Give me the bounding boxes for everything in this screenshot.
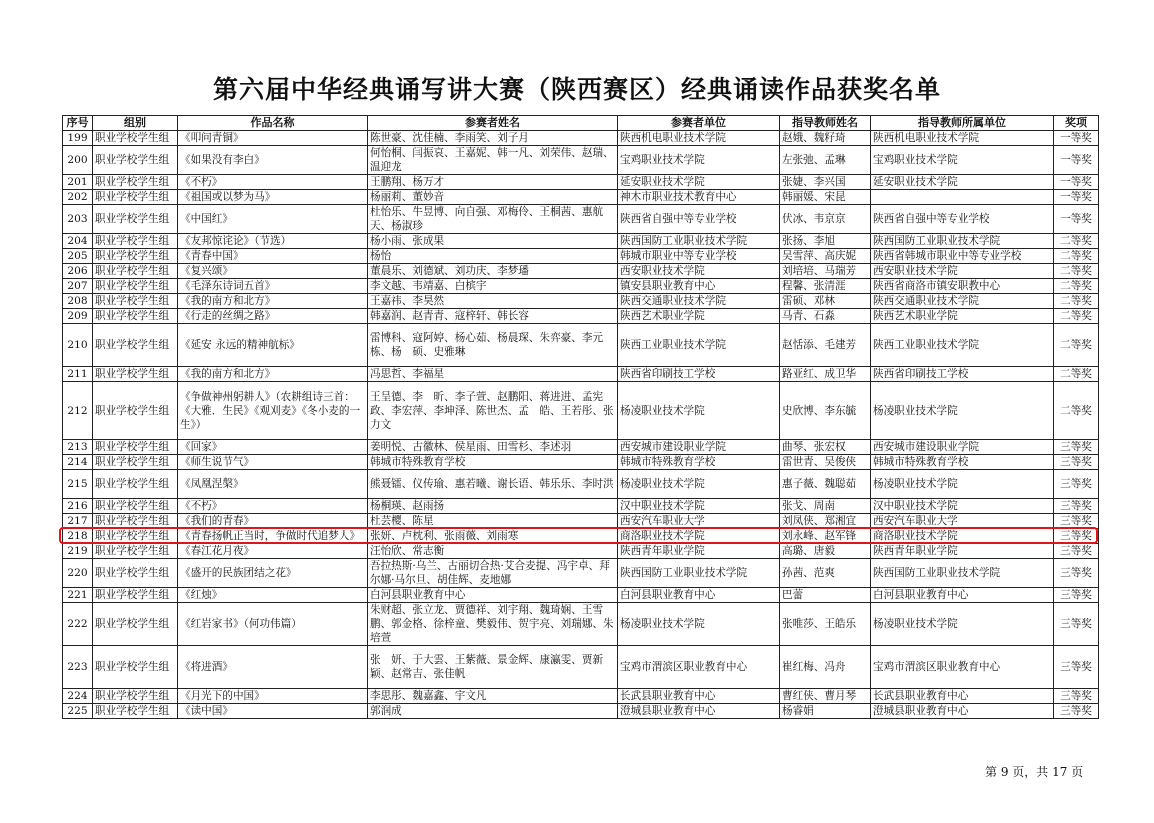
cell-teacher: 程馨、张清涯: [780, 279, 871, 294]
table-row: [63, 689, 1099, 704]
cell-work: 《我的南方和北方》: [178, 367, 368, 382]
cell-no: 222: [63, 603, 93, 646]
cell-names: 杨怡: [368, 249, 618, 264]
cell-names: 杜芸樱、陈星: [368, 514, 618, 529]
cell-group: 职业学校学生组: [93, 131, 178, 146]
cell-teacher-unit: 韩城市特殊教育学校: [871, 455, 1054, 470]
table-row: [63, 175, 1099, 190]
cell-award: 三等奖: [1054, 440, 1099, 455]
cell-teacher: 吴雪萍、高庆妮: [780, 249, 871, 264]
cell-teacher-unit: 陕西省印刷技工学校: [871, 367, 1054, 382]
cell-no: 201: [63, 175, 93, 190]
cell-award: 三等奖: [1054, 544, 1099, 559]
cell-teacher: 孙茜、范爽: [780, 559, 871, 588]
cell-names: 韩城市特殊教育学校: [368, 455, 618, 470]
cell-teacher: 张婕、李兴国: [780, 175, 871, 190]
cell-names: 朱财超、张立龙、贾德祥、刘宇翔、魏琦娴、王雪鹏、郭金格、徐梓童、樊毅伟、贺宇亮、刘瑞娜、朱培萱: [368, 603, 618, 646]
cell-work: 《我们的青春》: [178, 514, 368, 529]
cell-unit: 韩城市特殊教育学校: [618, 455, 780, 470]
cell-unit: 陕西省印刷技工学校: [618, 367, 780, 382]
award-table: [62, 115, 1099, 719]
cell-award: 三等奖: [1054, 499, 1099, 514]
cell-unit: 杨凌职业技术学院: [618, 382, 780, 440]
cell-work: 《祖国或以梦为马》: [178, 190, 368, 205]
table-row: [63, 234, 1099, 249]
cell-unit: 镇安县职业教育中心: [618, 279, 780, 294]
cell-teacher: 刘永峰、赵军锋: [780, 529, 871, 544]
cell-award: 一等奖: [1054, 175, 1099, 190]
cell-teacher: 张扬、李旭: [780, 234, 871, 249]
table-row: [63, 264, 1099, 279]
cell-unit: 西安汽车职业大学: [618, 514, 780, 529]
cell-award: 二等奖: [1054, 367, 1099, 382]
cell-teacher: 高璐、唐毅: [780, 544, 871, 559]
cell-unit: 延安职业技术学院: [618, 175, 780, 190]
cell-group: 职业学校学生组: [93, 294, 178, 309]
cell-unit: 陕西省自强中等专业学校: [618, 205, 780, 234]
cell-unit: 陕西艺术职业学院: [618, 309, 780, 324]
cell-names: 杨丽莉、董妙音: [368, 190, 618, 205]
header-teacher-unit: 指导教师所属单位: [871, 116, 1054, 131]
cell-work: 《红烛》: [178, 588, 368, 603]
cell-teacher: 崔红梅、冯舟: [780, 646, 871, 689]
cell-no: 210: [63, 324, 93, 367]
cell-work: 《争做神州躬耕人》（农耕组诗三首：《大雅．生民》《观刈麦》《冬小麦的一生》）: [178, 382, 368, 440]
cell-award: 二等奖: [1054, 382, 1099, 440]
cell-award: 二等奖: [1054, 234, 1099, 249]
cell-no: 204: [63, 234, 93, 249]
cell-no: 202: [63, 190, 93, 205]
cell-unit: 陕西青年职业学院: [618, 544, 780, 559]
cell-work: 《青春中国》: [178, 249, 368, 264]
cell-names: 熊聂镭、仪传瑜、惠若曦、谢长语、韩乐乐、李时洪: [368, 470, 618, 499]
cell-work: 《我的南方和北方》: [178, 294, 368, 309]
cell-no: 208: [63, 294, 93, 309]
cell-no: 207: [63, 279, 93, 294]
cell-unit: 韩城市职业中等专业学校: [618, 249, 780, 264]
cell-group: 职业学校学生组: [93, 646, 178, 689]
table-row: [63, 309, 1099, 324]
cell-work: 《春江花月夜》: [178, 544, 368, 559]
table-row: [63, 146, 1099, 175]
cell-unit: 杨凌职业技术学院: [618, 603, 780, 646]
cell-no: 215: [63, 470, 93, 499]
cell-no: 220: [63, 559, 93, 588]
cell-unit: 陕西工业职业技术学院: [618, 324, 780, 367]
table-row: [63, 455, 1099, 470]
cell-teacher: 韩丽媛、宋昆: [780, 190, 871, 205]
cell-unit: 白河县职业教育中心: [618, 588, 780, 603]
cell-unit: 陕西机电职业技术学院: [618, 131, 780, 146]
cell-teacher: 雷世青、吴俊侠: [780, 455, 871, 470]
cell-group: 职业学校学生组: [93, 264, 178, 279]
cell-group: 职业学校学生组: [93, 689, 178, 704]
cell-teacher: 左张弛、孟琳: [780, 146, 871, 175]
table-row: [63, 588, 1099, 603]
table-row: [63, 190, 1099, 205]
cell-teacher-unit: 汉中职业技术学院: [871, 499, 1054, 514]
cell-teacher-unit: 西安城市建设职业学院: [871, 440, 1054, 455]
cell-work: 《友邦惊诧论》（节选）: [178, 234, 368, 249]
cell-award: 三等奖: [1054, 514, 1099, 529]
cell-names: 韩嘉润、赵青青、寇梓轩、韩长容: [368, 309, 618, 324]
cell-group: 职业学校学生组: [93, 603, 178, 646]
table-row: [63, 544, 1099, 559]
cell-award: 二等奖: [1054, 294, 1099, 309]
cell-teacher-unit: 陕西机电职业技术学院: [871, 131, 1054, 146]
cell-group: 职业学校学生组: [93, 382, 178, 440]
cell-unit: 杨凌职业技术学院: [618, 470, 780, 499]
cell-group: 职业学校学生组: [93, 205, 178, 234]
cell-group: 职业学校学生组: [93, 175, 178, 190]
cell-unit: 西安城市建设职业学院: [618, 440, 780, 455]
cell-work: 《复兴颂》: [178, 264, 368, 279]
cell-teacher-unit: 白河县职业教育中心: [871, 588, 1054, 603]
cell-award: 三等奖: [1054, 529, 1099, 544]
cell-group: 职业学校学生组: [93, 588, 178, 603]
cell-work: 《凤凰涅槃》: [178, 470, 368, 499]
cell-teacher: 赵恬添、毛建芳: [780, 324, 871, 367]
cell-award: 二等奖: [1054, 264, 1099, 279]
cell-unit: 神木市职业技术教育中心: [618, 190, 780, 205]
table-row: [63, 294, 1099, 309]
cell-work: 《读中国》: [178, 704, 368, 719]
cell-unit: 西安职业技术学院: [618, 264, 780, 279]
table-row: [63, 324, 1099, 367]
cell-unit: 陕西国防工业职业技术学院: [618, 559, 780, 588]
cell-group: 职业学校学生组: [93, 470, 178, 499]
cell-no: 206: [63, 264, 93, 279]
cell-work: 《如果没有李白》: [178, 146, 368, 175]
table-row: [63, 205, 1099, 234]
cell-names: 李思彤、魏嘉鑫、宇文凡: [368, 689, 618, 704]
cell-award: 一等奖: [1054, 205, 1099, 234]
cell-work: 《月光下的中国》: [178, 689, 368, 704]
cell-unit: 长武县职业教育中心: [618, 689, 780, 704]
cell-award: 二等奖: [1054, 324, 1099, 367]
cell-award: 三等奖: [1054, 588, 1099, 603]
cell-teacher: 张戈、周南: [780, 499, 871, 514]
cell-no: 219: [63, 544, 93, 559]
header-work: 作品名称: [178, 116, 368, 131]
cell-names: 冯思哲、李福星: [368, 367, 618, 382]
cell-group: 职业学校学生组: [93, 529, 178, 544]
table-row: [63, 279, 1099, 294]
cell-group: 职业学校学生组: [93, 190, 178, 205]
cell-teacher: 惠子薇、魏聪茹: [780, 470, 871, 499]
cell-group: 职业学校学生组: [93, 514, 178, 529]
cell-no: 213: [63, 440, 93, 455]
header-teacher: 指导教师姓名: [780, 116, 871, 131]
table-row: [63, 249, 1099, 264]
cell-group: 职业学校学生组: [93, 249, 178, 264]
highlight-box: [59, 527, 1098, 544]
cell-no: 224: [63, 689, 93, 704]
cell-teacher-unit: 延安职业技术学院: [871, 175, 1054, 190]
cell-work: 《盛开的民族团结之花》: [178, 559, 368, 588]
table-row: [63, 382, 1099, 440]
cell-work: 《红岩家书》（何功伟篇）: [178, 603, 368, 646]
cell-group: 职业学校学生组: [93, 559, 178, 588]
cell-group: 职业学校学生组: [93, 367, 178, 382]
cell-no: 205: [63, 249, 93, 264]
cell-no: 225: [63, 704, 93, 719]
cell-names: 张妍、卢枕利、张雨薇、刘雨寒: [368, 529, 618, 544]
cell-group: 职业学校学生组: [93, 324, 178, 367]
table-row: [63, 704, 1099, 719]
cell-unit: 宝鸡市渭滨区职业教育中心: [618, 646, 780, 689]
header-group: 组别: [93, 116, 178, 131]
cell-award: 三等奖: [1054, 603, 1099, 646]
cell-award: 三等奖: [1054, 689, 1099, 704]
header-no: 序号: [63, 116, 93, 131]
cell-work: 《不朽》: [178, 175, 368, 190]
cell-no: 212: [63, 382, 93, 440]
cell-award: 一等奖: [1054, 190, 1099, 205]
cell-group: 职业学校学生组: [93, 279, 178, 294]
cell-no: 217: [63, 514, 93, 529]
cell-award: 二等奖: [1054, 279, 1099, 294]
cell-teacher-unit: 商洛职业技术学院: [871, 529, 1054, 544]
table-row: [63, 440, 1099, 455]
table-row: [63, 470, 1099, 499]
cell-names: 李文越、韦靖嘉、白槟宇: [368, 279, 618, 294]
cell-group: 职业学校学生组: [93, 234, 178, 249]
cell-names: 陈世豪、沈佳楠、李雨笑、刘子月: [368, 131, 618, 146]
header-unit: 参赛者单位: [618, 116, 780, 131]
cell-teacher: 伏冰、韦京京: [780, 205, 871, 234]
table-header-row: [63, 116, 1099, 131]
cell-teacher-unit: 陕西省韩城市职业中等专业学校: [871, 249, 1054, 264]
cell-no: 200: [63, 146, 93, 175]
cell-award: 三等奖: [1054, 470, 1099, 499]
cell-award: 三等奖: [1054, 455, 1099, 470]
cell-unit: 澄城县职业教育中心: [618, 704, 780, 719]
cell-names: 杨桐瑛、赵雨扬: [368, 499, 618, 514]
cell-award: 三等奖: [1054, 559, 1099, 588]
cell-no: 216: [63, 499, 93, 514]
cell-teacher-unit: 陕西省商洛市镇安职教中心: [871, 279, 1054, 294]
cell-names: 张 妍、于大雲、王紫薇、景金辉、康瀛雯、贾新颖、赵常吉、张佳帆: [368, 646, 618, 689]
cell-group: 职业学校学生组: [93, 455, 178, 470]
cell-no: 218: [63, 529, 93, 544]
cell-award: 三等奖: [1054, 704, 1099, 719]
table-row: [63, 131, 1099, 146]
cell-work: 《延安 永远的精神航标》: [178, 324, 368, 367]
cell-work: 《中国红》: [178, 205, 368, 234]
cell-teacher-unit: 西安汽车职业大学: [871, 514, 1054, 529]
table-row: [63, 367, 1099, 382]
cell-unit: 商洛职业技术学院: [618, 529, 780, 544]
cell-teacher-unit: 澄城县职业教育中心: [871, 704, 1054, 719]
cell-unit: 陕西交通职业技术学院: [618, 294, 780, 309]
cell-group: 职业学校学生组: [93, 704, 178, 719]
cell-award: 二等奖: [1054, 309, 1099, 324]
cell-teacher-unit: 陕西艺术职业学院: [871, 309, 1054, 324]
cell-teacher-unit: 宝鸡市渭滨区职业教育中心: [871, 646, 1054, 689]
cell-teacher-unit: 杨凌职业技术学院: [871, 470, 1054, 499]
cell-work: 《行走的丝绸之路》: [178, 309, 368, 324]
table-row: [63, 603, 1099, 646]
cell-award: 三等奖: [1054, 646, 1099, 689]
page-number: 第 9 页，共 17 页: [985, 765, 1084, 779]
cell-work: 《将进酒》: [178, 646, 368, 689]
cell-names: 何怡桐、闫振哀、王嘉妮、韩一凡、刘荣伟、赵瑞、温迎龙: [368, 146, 618, 175]
cell-names: 姜明悦、古徽林、侯星雨、田雪杉、李述羽: [368, 440, 618, 455]
cell-unit: 宝鸡职业技术学院: [618, 146, 780, 175]
header-award: 奖项: [1054, 116, 1099, 131]
cell-teacher: 路亚红、成卫华: [780, 367, 871, 382]
cell-teacher: 巴蕾: [780, 588, 871, 603]
cell-teacher: 史欣博、李东毓: [780, 382, 871, 440]
cell-group: 职业学校学生组: [93, 309, 178, 324]
cell-teacher: 曹红侠、曹月琴: [780, 689, 871, 704]
cell-teacher: 刘凤侠、郑湘宜: [780, 514, 871, 529]
cell-work: 《叩问青铜》: [178, 131, 368, 146]
table-row: [63, 559, 1099, 588]
cell-teacher-unit: 陕西交通职业技术学院: [871, 294, 1054, 309]
cell-names: 王嘉祎、李昊然: [368, 294, 618, 309]
cell-work: 《不朽》: [178, 499, 368, 514]
cell-teacher: 雷硕、邓林: [780, 294, 871, 309]
cell-teacher-unit: 杨凌职业技术学院: [871, 603, 1054, 646]
cell-award: 二等奖: [1054, 249, 1099, 264]
cell-no: 221: [63, 588, 93, 603]
cell-teacher-unit: 陕西国防工业职业技术学院: [871, 559, 1054, 588]
table-row: [63, 499, 1099, 514]
cell-no: 211: [63, 367, 93, 382]
cell-names: 杨小雨、张成果: [368, 234, 618, 249]
cell-unit: 汉中职业技术学院: [618, 499, 780, 514]
cell-teacher-unit: 宝鸡职业技术学院: [871, 146, 1054, 175]
cell-award: 一等奖: [1054, 131, 1099, 146]
cell-names: 杜怡乐、牛昱博、向自强、邓梅伶、王桐茜、惠航天、杨淑珍: [368, 205, 618, 234]
cell-group: 职业学校学生组: [93, 146, 178, 175]
cell-no: 203: [63, 205, 93, 234]
cell-teacher-unit: 陕西国防工业职业技术学院: [871, 234, 1054, 249]
cell-group: 职业学校学生组: [93, 544, 178, 559]
cell-teacher-unit: 杨凌职业技术学院: [871, 382, 1054, 440]
cell-teacher: 杨睿娟: [780, 704, 871, 719]
cell-names: 董晨乐、刘德斌、刘功庆、李梦璠: [368, 264, 618, 279]
header-names: 参赛者姓名: [368, 116, 618, 131]
cell-work: 《青春扬帆正当时，争做时代追梦人》: [178, 529, 368, 544]
document-title: 第六届中华经典诵写讲大赛（陕西赛区）经典诵读作品获奖名单: [212, 75, 941, 104]
cell-names: 白河县职业教育中心: [368, 588, 618, 603]
cell-teacher: 马青、石淼: [780, 309, 871, 324]
cell-teacher-unit: [871, 190, 1054, 205]
cell-names: 雷博科、寇阿婷、杨心茹、杨晨琛、朱弈豪、李元栋、杨 硕、史雅琳: [368, 324, 618, 367]
cell-names: 王鹏翔、杨万才: [368, 175, 618, 190]
cell-teacher-unit: 西安职业技术学院: [871, 264, 1054, 279]
cell-work: 《师生说节气》: [178, 455, 368, 470]
cell-work: 《回家》: [178, 440, 368, 455]
cell-teacher-unit: 陕西青年职业学院: [871, 544, 1054, 559]
cell-teacher: 曲琴、张宏权: [780, 440, 871, 455]
cell-teacher-unit: 长武县职业教育中心: [871, 689, 1054, 704]
cell-names: 郭润成: [368, 704, 618, 719]
cell-no: 209: [63, 309, 93, 324]
cell-group: 职业学校学生组: [93, 499, 178, 514]
cell-unit: 陕西国防工业职业技术学院: [618, 234, 780, 249]
cell-names: 王呈德、李 昕、李子萱、赵鹏阳、蒋进进、孟宪政、李宏萍、李坤泽、陈世杰、孟 皓、王若彤、张力文: [368, 382, 618, 440]
cell-teacher: 张唯莎、王皓乐: [780, 603, 871, 646]
cell-work: 《毛泽东诗词五首》: [178, 279, 368, 294]
cell-teacher: 刘培培、马瑞芳: [780, 264, 871, 279]
cell-teacher-unit: 陕西省自强中等专业学校: [871, 205, 1054, 234]
cell-teacher-unit: 陕西工业职业技术学院: [871, 324, 1054, 367]
cell-award: 一等奖: [1054, 146, 1099, 175]
cell-names: 吾拉热斯·乌兰、古丽切合热·艾合麦提、冯宇卓、拜尔娜·马尔旦、胡佳辉、麦地娜: [368, 559, 618, 588]
table-row: [63, 646, 1099, 689]
cell-names: 汪怡欣、常志衡: [368, 544, 618, 559]
cell-group: 职业学校学生组: [93, 440, 178, 455]
cell-no: 223: [63, 646, 93, 689]
cell-no: 199: [63, 131, 93, 146]
cell-no: 214: [63, 455, 93, 470]
cell-teacher: 赵娥、魏籽琦: [780, 131, 871, 146]
